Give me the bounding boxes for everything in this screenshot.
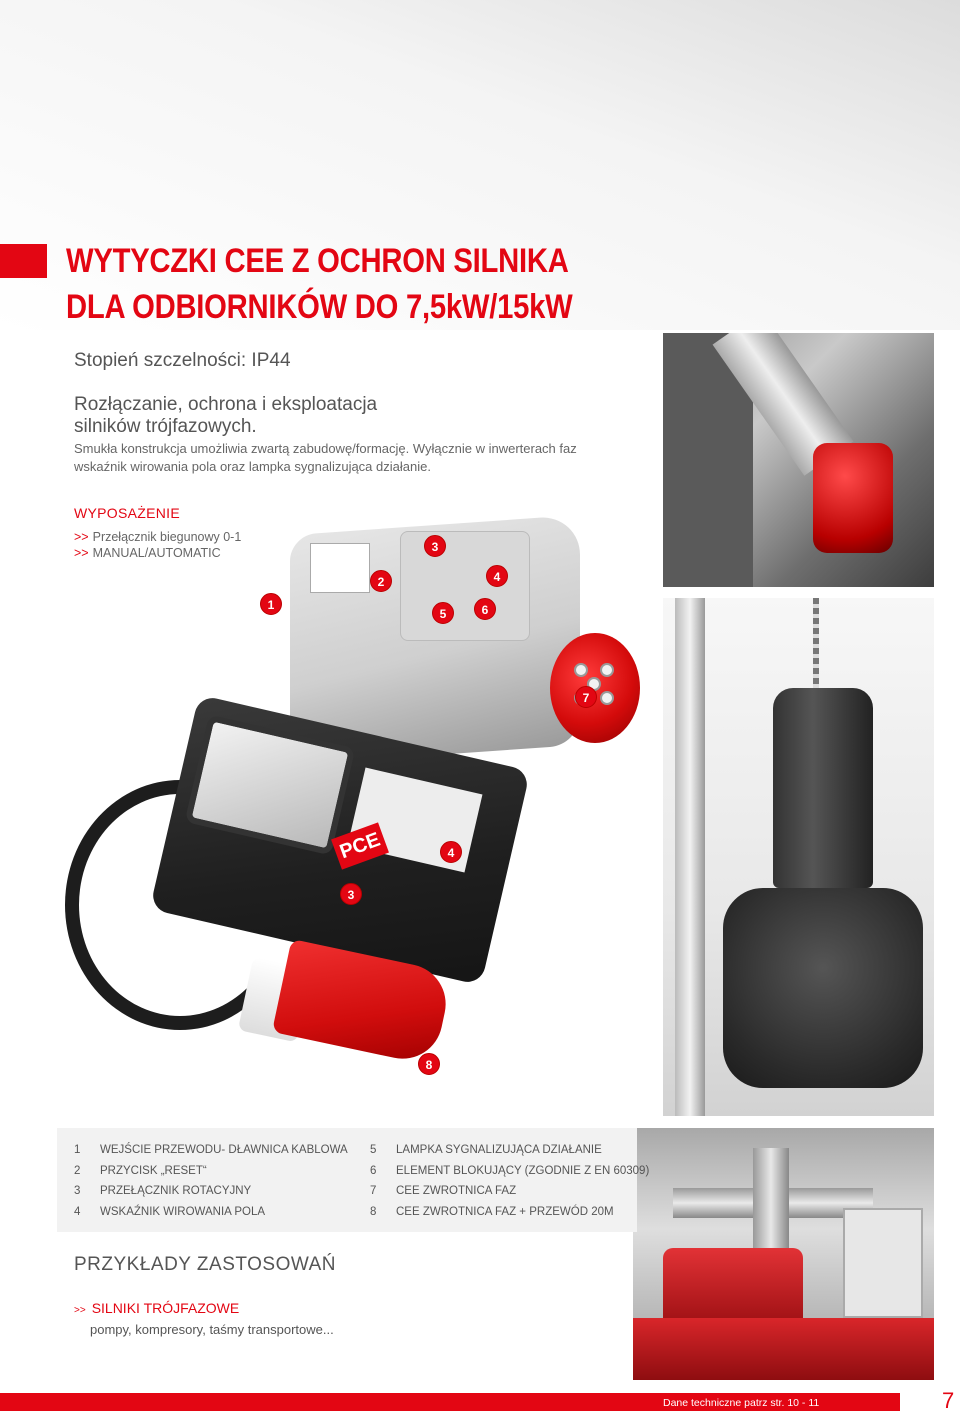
legend-number: 3	[74, 1185, 81, 1197]
pin-icon	[600, 691, 614, 705]
description	[74, 440, 594, 476]
marker-7: 7	[575, 686, 597, 708]
legend-item	[370, 1181, 649, 1202]
chain	[813, 598, 819, 688]
pin-icon	[574, 663, 588, 677]
equipment-item-text: MANUAL/AUTOMATIC	[92, 546, 221, 560]
equipment-item	[74, 529, 241, 545]
arrow-icon: >>	[74, 530, 89, 544]
pump-motor	[773, 688, 873, 888]
control-unit	[843, 1208, 923, 1318]
photo-pump-station	[633, 1128, 934, 1380]
marker-4: 4	[486, 565, 508, 587]
pce-logo: PCE	[331, 822, 389, 869]
footer-gap	[900, 1393, 934, 1411]
description-line2: wskaźnik wirowania pola oraz lampka sygnalizująca działanie.	[74, 459, 431, 474]
legend-item	[370, 1140, 649, 1161]
legend-number: 5	[370, 1144, 377, 1156]
box-product-image	[55, 700, 555, 1110]
marker-8: 8	[418, 1053, 440, 1075]
legend-item	[370, 1161, 649, 1182]
legend-right	[370, 1140, 649, 1222]
legend-text: CEE ZWROTNICA FAZ	[396, 1185, 517, 1197]
legend-number: 2	[74, 1164, 81, 1177]
arrow-icon: >>	[74, 546, 89, 560]
legend-number: 8	[370, 1205, 377, 1218]
pin-icon	[600, 663, 614, 677]
legend-item	[74, 1140, 348, 1161]
legend-text: WSKAŹNIK WIROWANIA POLA	[100, 1205, 266, 1218]
description-line1: Smukła konstrukcja umożliwia zwartą zabudowę/formację. Wyłącznie w inwerterach faz	[74, 441, 577, 456]
photo-pump-in-well	[663, 333, 934, 587]
guide-pole	[675, 598, 705, 1116]
plug-control-panel	[400, 531, 530, 641]
equipment-heading: WYPOSAŻENIE	[74, 505, 180, 521]
plug-rating-label	[310, 543, 370, 593]
marker-3: 3	[340, 883, 362, 905]
applications-subheading	[74, 1300, 239, 1316]
legend-item	[74, 1161, 348, 1182]
legend-text: ELEMENT BLOKUJĄCY (ZGODNIE Z EN 60309)	[396, 1164, 650, 1177]
pump-volute	[723, 888, 923, 1088]
red-base	[633, 1318, 934, 1380]
legend-text: WEJŚCIE PRZEWODU- DŁAWNICA KABLOWA	[100, 1144, 348, 1156]
marker-1: 1	[260, 593, 282, 615]
protection-rating: Stopień szczelności: IP44	[74, 350, 291, 371]
photo-submersible-pump	[663, 598, 934, 1116]
legend-item	[74, 1202, 348, 1223]
applications-description: pompy, kompresory, taśmy transportowe...	[90, 1322, 334, 1337]
page-title	[66, 238, 582, 330]
marker-3: 3	[424, 535, 446, 557]
marker-6: 6	[474, 598, 496, 620]
legend-left	[74, 1140, 348, 1222]
page-title-line2: DLA ODBIORNIKÓW DO 7,5kW/15kW	[66, 288, 573, 326]
arrow-icon: >>	[74, 1305, 86, 1316]
legend-text: CEE ZWROTNICA FAZ + PRZEWÓD 20M	[396, 1205, 614, 1218]
legend-text: LAMPKA SYGNALIZUJĄCA DZIAŁANIE	[396, 1144, 602, 1156]
page-number: 7	[942, 1388, 955, 1413]
equipment-list	[74, 529, 241, 561]
lead-text: Rozłączanie, ochrona i eksploatacja silników trójfazowych.	[74, 394, 378, 437]
footer-note: Dane techniczne patrz str. 10 - 11	[663, 1397, 820, 1409]
legend-item	[74, 1181, 348, 1202]
marker-2: 2	[370, 570, 392, 592]
title-accent-bar	[0, 244, 47, 278]
legend-number: 6	[370, 1164, 377, 1177]
legend-item	[370, 1202, 649, 1223]
applications-heading: PRZYKŁADY ZASTOSOWAŃ	[74, 1254, 336, 1275]
legend-text: PRZEŁĄCZNIK ROTACYJNY	[100, 1185, 252, 1197]
legend-text: PRZYCISK „RESET“	[100, 1164, 207, 1177]
red-pump	[813, 443, 893, 553]
red-pump	[663, 1248, 803, 1328]
plug-red-connector	[550, 633, 640, 743]
equipment-item	[74, 545, 241, 561]
applications-subheading-text: SILNIKI TRÓJFAZOWE	[91, 1300, 240, 1316]
marker-5: 5	[432, 602, 454, 624]
page-title-line1: WYTYCZKI CEE Z OCHRON SILNIKA	[66, 242, 569, 280]
equipment-item-text: Przełącznik biegunowy 0-1	[92, 530, 242, 544]
legend-number: 4	[74, 1205, 81, 1218]
legend-number: 7	[370, 1185, 377, 1197]
marker-4: 4	[440, 841, 462, 863]
legend-number: 1	[74, 1144, 81, 1156]
